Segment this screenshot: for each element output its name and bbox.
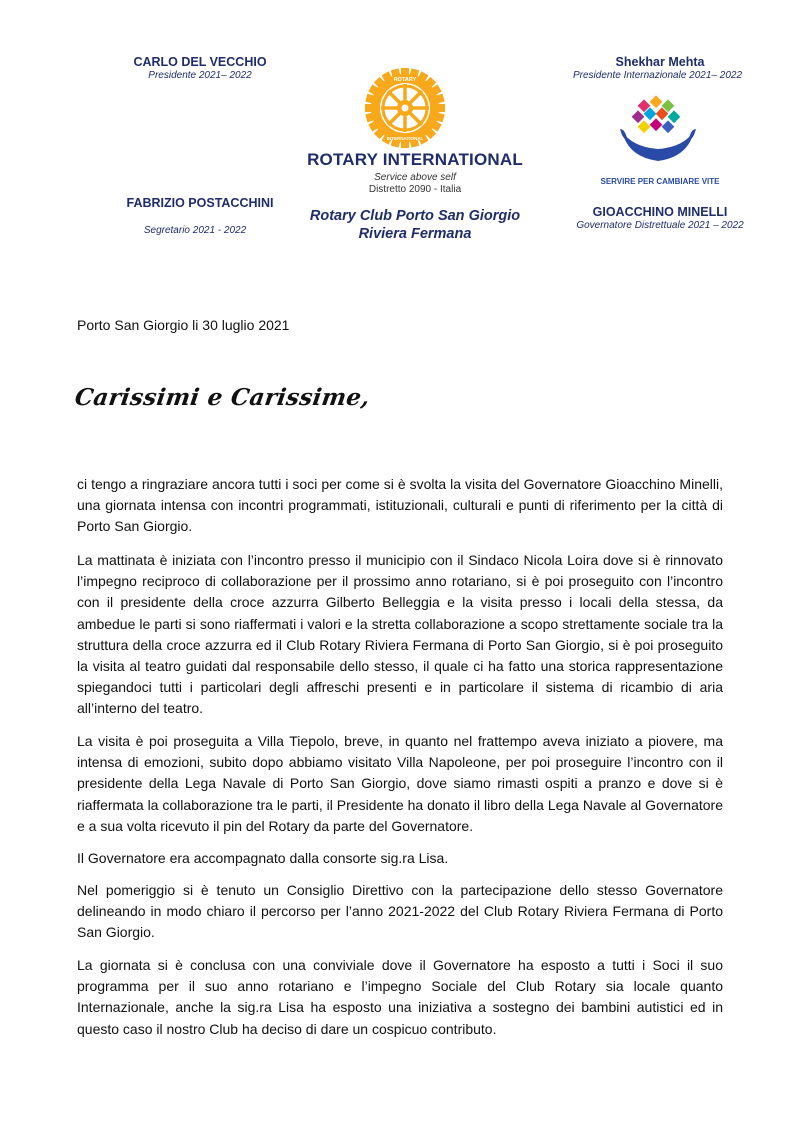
international-president-name: Shekhar Mehta bbox=[615, 55, 705, 69]
governor-role: Governatore Distrettuale 2021 – 2022 bbox=[576, 220, 744, 231]
paragraph-2: La mattinata è iniziata con l’incontro presso il municipio con il Sindaco Nicola Loira dove si è rinnovato l’impegno reciproco di collaborazione per il prossimo anno rotariano, si è poi proseguito con l’incontro con il presidente della croce azzurra Gilberto Belleggia e la visita presso i locali della stessa, da ambedue le parti si sono riaffermati i valori e la stretta collaborazione a scopo strettamente sociale tra la struttura della croce azzurra ed il Club Rotary Riviera Fermana di Porto San Giorgio, si è poi proseguito la visita al teatro guidati dal responsabile dello stesso, il quale ci ha fatto una storica rappresentazione spiegandoci tutti i particolari degli affreschi presenti e in particolare il sistema di ricambio di aria all’interno del teatro. bbox=[77, 552, 723, 717]
secretary-role: Segretario 2021 - 2022 bbox=[143, 225, 247, 236]
organization-motto: Service above self bbox=[374, 172, 456, 183]
club-name-line1: Rotary Club Porto San Giorgio bbox=[309, 208, 521, 224]
paragraph-1: ci tengo a ringraziare ancora tutti i soci per come si è svolta la visita del Governatore Gioacchino Minelli, una giornata intensa con incontri programmati, istituzionali, culturali e punti di riferimento per la città di Porto San Giorgio. bbox=[77, 476, 723, 535]
paragraph-6: La giornata si è conclusa con una conviviale dove il Governatore ha esposto a tutti i Soci il suo programma per il suo anno rotariano e l’impegno Sociale del Club Rotary sia locale quanto Internazionale, anche la sig.ra Lisa ha esposto una iniziativa a sostegno dei bambini autistici ed in questo caso il nostro Club ha deciso di dare un cospicuo contributo. bbox=[77, 957, 723, 1037]
logo-text-top: ROTARY bbox=[393, 77, 417, 83]
president-role: Presidente 2021– 2022 bbox=[148, 70, 252, 81]
theme-hands-logo bbox=[618, 95, 698, 170]
paragraph-3: La visita è poi proseguita a Villa Tiepolo, breve, in quanto nel frattempo aveva iniziato a piovere, ma intensa di emozioni, subito dopo abbiamo visitato Villa Napoleone, per poi proseguire l’incontro con il presidente della Lega Navale di Porto San Giorgio, dove siamo rimasti ospiti a pranzo e dove si è riaffermata la collaborazione tra le parti, il Presidente ha donato il libro della Lega Navale al Governatore e a sua volta ricevuto il pin del Rotary da parte del Governatore. bbox=[77, 733, 723, 834]
rotary-wheel-logo bbox=[365, 68, 445, 148]
district-label: Distretto 2090 - Italia bbox=[368, 184, 462, 195]
logo-text-bottom: INTERNATIONAL bbox=[386, 136, 424, 141]
international-president-role: Presidente Internazionale 2021– 2022 bbox=[572, 70, 743, 81]
organization-title: ROTARY INTERNATIONAL bbox=[307, 150, 523, 169]
paragraph-4: Il Governatore era accompagnato dalla consorte sig.ra Lisa. bbox=[77, 850, 449, 866]
salutation: Carissimi e Carissime, bbox=[73, 384, 372, 411]
governor-name: GIOACCHINO MINELLI bbox=[592, 205, 728, 219]
secretary-name: FABRIZIO POSTACCHINI bbox=[126, 196, 274, 210]
club-name-line2: Riviera Fermana bbox=[358, 226, 472, 242]
theme-logo-caption: SERVIRE PER CAMBIARE VITE bbox=[600, 177, 720, 186]
date-line: Porto San Giorgio li 30 luglio 2021 bbox=[77, 317, 290, 333]
president-name: CARLO DEL VECCHIO bbox=[133, 55, 267, 69]
paragraph-5: Nel pomeriggio si è tenuto un Consiglio Direttivo con la partecipazione dello stesso Governatore delineando in modo chiaro il percorso per l’anno 2021-2022 del Club Rotary Riviera Fermana di Porto San Giorgio. bbox=[77, 882, 723, 941]
